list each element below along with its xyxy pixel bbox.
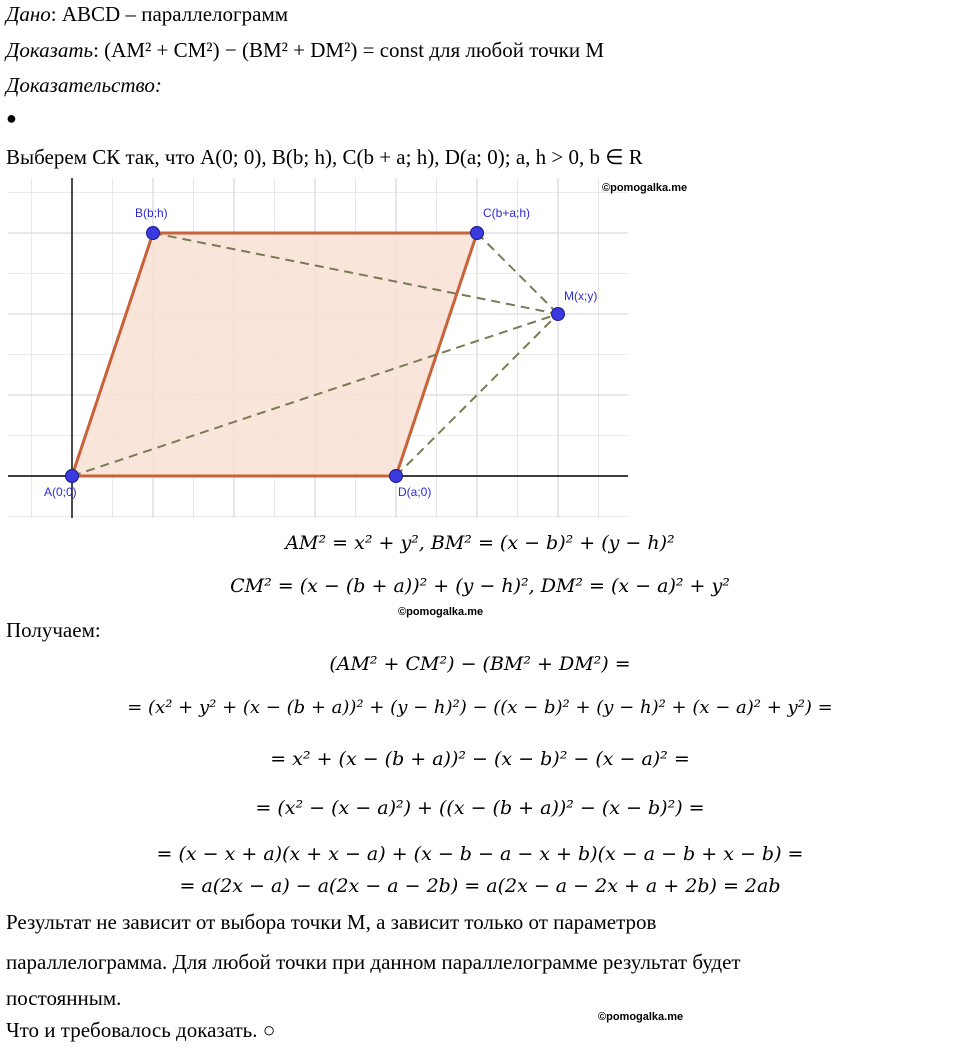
point-a <box>66 470 79 483</box>
prove-text: : (AM² + CM²) − (BM² + DM²) = const для любой точки M <box>93 38 604 62</box>
point-label-b: B(b;h) <box>135 206 168 220</box>
formula-line-2: CM² = (x − (b + a))² + (y − h)², DM² = (x − a)² + y² <box>230 575 730 597</box>
point-b <box>147 227 160 240</box>
formula-line-1: AM² = x² + y², BM² = (x − b)² + (y − h)² <box>285 532 675 554</box>
prove-label: Доказать <box>6 38 94 62</box>
parallelogram-abcd <box>72 233 477 476</box>
qed-line: Что и требовалось доказать. ○ <box>6 1018 276 1042</box>
conclusion-line-3: постоянным. <box>6 986 122 1010</box>
conclusion-line-2: параллелограмма. Для любой точки при данном параллелограмме результат будет <box>6 950 741 974</box>
given-label: Дано <box>6 2 51 26</box>
coordinate-setup: Выберем СК так, что A(0; 0), B(b; h), C(b + a; h), D(a; 0); a, h > 0, b ∈ R <box>6 145 643 169</box>
prove-line <box>6 38 604 63</box>
parallelogram-figure <box>8 178 628 518</box>
derivation-line-2: = (x² + y² + (x − (b + a))² + (y − h)²) − ((x − b)² + (y − h)² + (x − a)² + y²) = <box>127 697 833 718</box>
watermark-bottom: ©pomogalka.me <box>598 1011 684 1023</box>
point-d <box>390 470 403 483</box>
derivation-line-4: = (x² − (x − a)²) + ((x − (b + a))² − (x − b)²) = <box>255 797 705 819</box>
point-m <box>552 308 565 321</box>
point-label-a: A(0;0) <box>44 485 77 499</box>
derivation-line-3: = x² + (x − (b + a))² − (x − b)² − (x − a)² = <box>270 748 690 770</box>
point-label-m: M(x;y) <box>564 289 598 303</box>
conclusion-line-1: Результат не зависит от выбора точки M, а зависит только от параметров <box>6 910 657 934</box>
derivation-line-1: (AM² + CM²) − (BM² + DM²) = <box>329 653 631 675</box>
point-c <box>471 227 484 240</box>
watermark-top: ©pomogalka.me <box>602 182 688 194</box>
derivation-line-5: = (x − x + a)(x + x − a) + (x − b − a − x + b)(x − a − b + x − b) = <box>156 843 804 865</box>
point-label-c: C(b+a;h) <box>483 206 531 220</box>
given-text: : ABCD – параллелограмм <box>50 2 289 26</box>
given-line <box>6 2 288 27</box>
derivation-line-6: = a(2x − a) − a(2x − a − 2b) = a(2x − a − 2x + a + 2b) = 2ab <box>179 875 781 897</box>
get-label: Получаем: <box>6 618 101 642</box>
watermark-middle: ©pomogalka.me <box>398 606 484 618</box>
bullet: ● <box>6 108 17 128</box>
point-label-d: D(a;0) <box>398 485 432 499</box>
proof-heading: Доказательство: <box>6 73 162 97</box>
